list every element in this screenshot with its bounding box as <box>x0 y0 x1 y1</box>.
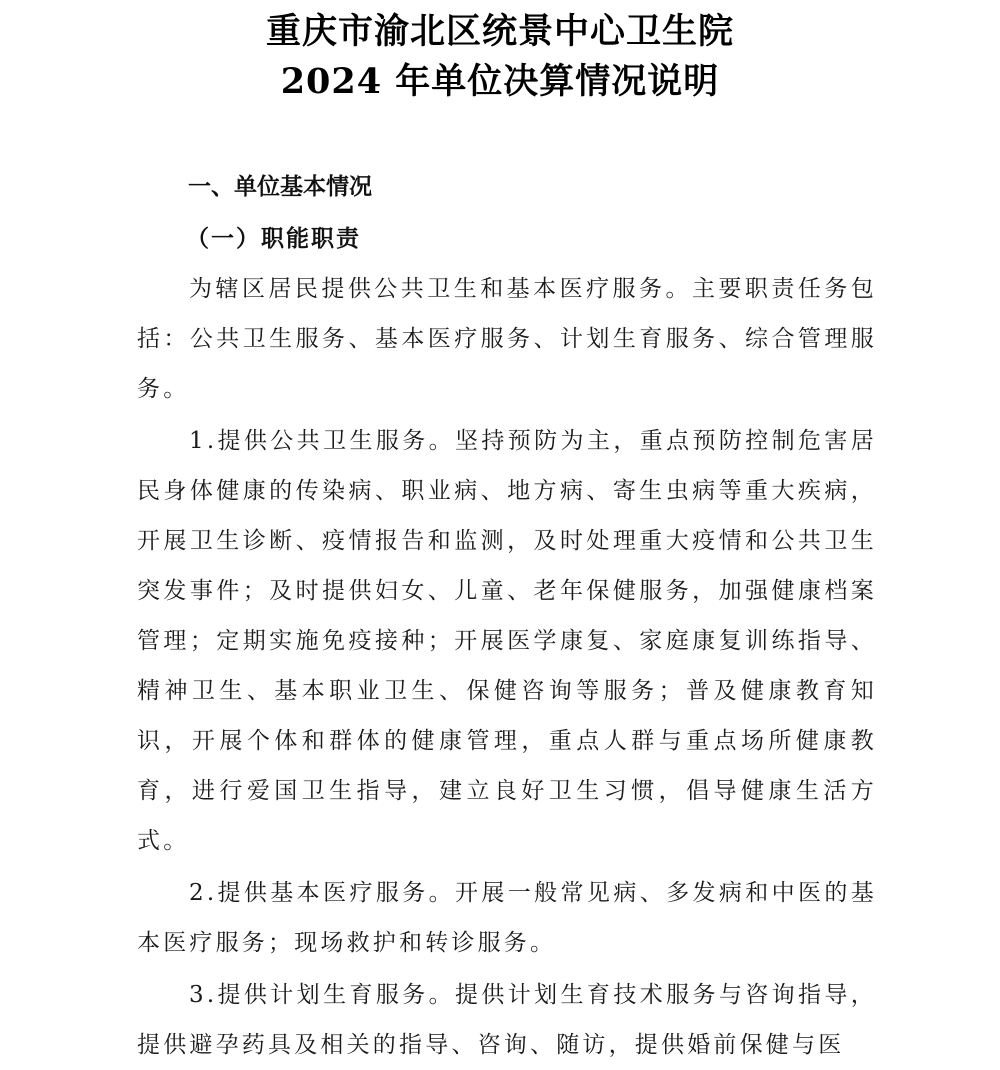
subsection-heading: （一）职能职责 <box>186 225 361 252</box>
paragraph-family-planning-service: 3.提供计划生育服务。提供计划生育技术服务与咨询指导，提供避孕药具及相关的指导、咨询、随访，提供婚前保健与医 <box>137 982 877 1058</box>
section-heading: 一、单位基本情况 <box>188 174 372 200</box>
paragraph-basic-medical-service: 2.提供基本医疗服务。开展一般常见病、多发病和中医的基本医疗服务；现场救护和转诊服务。 <box>137 880 877 956</box>
document-title-line-1: 重庆市渝北区统景中心卫生院 <box>265 11 734 52</box>
document-title-line-2: 2024 年单位决算情况说明 <box>280 61 720 102</box>
paragraph-duties-overview: 为辖区居民提供公共卫生和基本医疗服务。主要职责任务包括：公共卫生服务、基本医疗服务、计划生育服务、综合管理服务。 <box>137 276 877 402</box>
paragraph-public-health-service: 1.提供公共卫生服务。坚持预防为主，重点预防控制危害居民身体健康的传染病、职业病、地方病、寄生虫病等重大疾病，开展卫生诊断、疫情报告和监测，及时处理重大疫情和公共卫生突发事件；及时提供妇女、儿童、老年保健服务，加强健康档案管理；定期实施免疫接种；开展医学康复、家庭康复训练指导、精神卫生、基本职业卫生、保健咨询等服务；普及健康教育知识，开展个体和群体的健康管理，重点人群与重点场所健康教育，进行爱国卫生指导，建立良好卫生习惯，倡导健康生活方式。 <box>137 428 877 854</box>
